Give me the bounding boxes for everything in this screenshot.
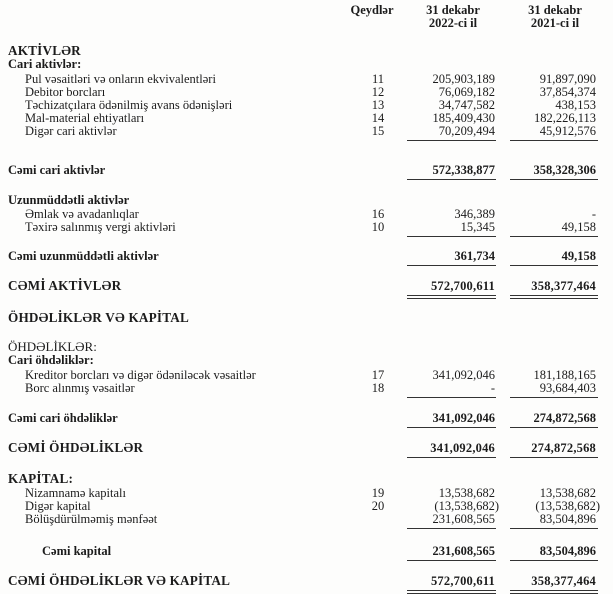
row-value-2021: 45,912,576 <box>539 124 596 138</box>
row-note: 11 <box>371 72 385 86</box>
subsection-heading-current-assets <box>0 57 613 71</box>
row-value-2022: 70,209,494 <box>438 124 495 138</box>
section-title: KAPİTAL: <box>8 471 74 486</box>
grand-total-value-2021: 358,377,464 <box>531 279 596 293</box>
row-value-2022: 15,345 <box>460 220 495 234</box>
column-header-2022-line1: 31 dekabr <box>426 3 480 17</box>
row-value-2021: 83,504,896 <box>539 512 596 526</box>
row-value-2022: 346,389 <box>454 207 495 221</box>
total-value-2022: 361,734 <box>454 249 495 263</box>
total-rule <box>510 179 598 180</box>
subtotal-rule <box>510 528 598 529</box>
row-value-2021: 37,854,374 <box>539 85 596 99</box>
total-row-equity <box>0 544 613 558</box>
row-value-2022: 205,903,189 <box>432 72 495 86</box>
row-note: 17 <box>371 368 385 382</box>
subtotal-rule <box>407 236 496 237</box>
total-rule <box>407 560 496 561</box>
grand-total-row-assets <box>0 279 613 293</box>
column-header-2021-line2: 2021-ci il <box>530 16 580 30</box>
row-value-2022: 34,747,582 <box>438 98 495 112</box>
subsection-title: Uzunmüddətli aktivlər <box>8 193 130 207</box>
subtotal-rule <box>407 528 496 529</box>
column-header-2021 <box>510 4 600 30</box>
total-rule <box>407 427 496 428</box>
total-value-2022: 341,092,046 <box>430 441 495 455</box>
section-heading-liabilities-equity <box>0 311 613 325</box>
subsection-title: Cari aktivlər: <box>8 57 82 71</box>
total-value-2022: 572,338,877 <box>432 163 495 177</box>
row-label: Debitor borcları <box>25 85 106 99</box>
table-row <box>0 512 613 526</box>
total-value-2022: 231,608,565 <box>432 544 495 558</box>
grand-total-value-2022: 572,700,611 <box>430 279 495 293</box>
row-label: Digər cari aktivlər <box>25 124 117 138</box>
grand-total-value-2022: 572,700,611 <box>430 574 495 588</box>
row-note: 15 <box>371 124 385 138</box>
row-value-2021: 181,188,165 <box>533 368 596 382</box>
row-label: Pul vəsaitləri və onların ekvivalentləri <box>25 72 216 86</box>
row-value-2022: 341,092,046 <box>432 368 495 382</box>
total-label: Cəmi cari öhdəliklər <box>8 411 118 425</box>
subsection-title: Cari öhdəliklər: <box>8 353 94 367</box>
row-label: Borc alınmış vəsaitlər <box>25 381 135 395</box>
row-value-2022: 76,069,182 <box>438 85 495 99</box>
column-header-notes <box>342 4 402 17</box>
grand-total-label: CƏMİ AKTİVLƏR <box>8 278 122 293</box>
row-value-2021: 91,897,090 <box>539 72 596 86</box>
total-row-noncurrent-assets <box>0 249 613 263</box>
total-rule <box>510 265 598 266</box>
row-label: Nizamnamə kapitalı <box>25 486 127 500</box>
total-rule <box>510 457 598 458</box>
column-header-2021-line1: 31 dekabr <box>528 3 582 17</box>
total-rule <box>510 560 598 561</box>
table-row <box>0 381 613 395</box>
row-label: Digər kapital <box>25 499 91 513</box>
section-title: AKTİVLƏR <box>8 43 81 58</box>
total-rule <box>407 265 496 266</box>
table-row <box>0 111 613 125</box>
table-row <box>0 499 613 513</box>
row-value-2021: 438,153 <box>555 98 596 112</box>
row-label: Əmlak və avadanlıqlar <box>25 207 139 221</box>
section-title: ÖHDƏLİKLƏR VƏ KAPİTAL <box>8 310 189 325</box>
double-rule <box>407 590 496 594</box>
section-heading-equity <box>0 472 613 486</box>
grand-total-label: CƏMİ ÖHDƏLİKLƏR VƏ KAPİTAL <box>8 573 231 588</box>
table-row <box>0 85 613 99</box>
total-row-liabilities <box>0 441 613 455</box>
total-value-2021: 49,158 <box>561 249 596 263</box>
total-rule <box>510 427 598 428</box>
column-header-2022 <box>408 4 498 30</box>
subtotal-rule <box>407 397 496 398</box>
total-rule <box>407 457 496 458</box>
row-value-2022: 185,409,430 <box>432 111 495 125</box>
row-value-2022: 13,538,682 <box>438 486 495 500</box>
double-rule <box>407 295 496 299</box>
row-value-2022: - <box>490 381 495 395</box>
row-note: 18 <box>371 381 385 395</box>
total-label: Cəmi cari aktivlər <box>8 163 106 177</box>
subsection-heading-noncurrent-assets <box>0 193 613 207</box>
row-note: 16 <box>371 207 385 221</box>
total-row-current-assets <box>0 163 613 177</box>
grand-total-row-liabilities-equity <box>0 574 613 588</box>
row-note: 12 <box>371 85 385 99</box>
subtotal-rule <box>510 397 598 398</box>
row-value-2021: 93,684,403 <box>539 381 596 395</box>
subsection-heading-current-liabilities <box>0 353 613 367</box>
row-value-2021: 49,158 <box>561 220 596 234</box>
subtotal-rule <box>407 140 496 141</box>
subtotal-rule <box>510 140 598 141</box>
row-value-2022: 231,608,565 <box>432 512 495 526</box>
table-row <box>0 124 613 138</box>
section-heading-assets <box>0 44 613 58</box>
row-note: 14 <box>371 111 385 125</box>
total-label: Cəmi kapital <box>42 544 112 558</box>
grand-total-value-2021: 358,377,464 <box>531 574 596 588</box>
total-value-2021: 274,872,568 <box>531 441 596 455</box>
row-value-2021: 13,538,682 <box>539 486 596 500</box>
double-rule <box>510 295 598 299</box>
table-row <box>0 486 613 500</box>
table-row <box>0 207 613 221</box>
row-value-2021: - <box>591 207 596 221</box>
table-row <box>0 220 613 234</box>
total-row-current-liabilities <box>0 411 613 425</box>
column-header-notes-label: Qeydlər <box>350 3 394 17</box>
total-label: CƏMİ ÖHDƏLİKLƏR <box>8 440 144 455</box>
total-value-2021: 83,504,896 <box>539 544 596 558</box>
table-row <box>0 368 613 382</box>
row-note: 10 <box>371 220 385 234</box>
row-label: Bölüşdürülməmiş mənfəət <box>25 512 158 526</box>
row-note: 19 <box>371 486 385 500</box>
row-value-2021: 182,226,113 <box>533 111 596 125</box>
row-label: Təchizatçılara ödənilmiş avans ödənişləri <box>25 98 233 112</box>
total-rule <box>407 179 496 180</box>
section-heading-liabilities <box>0 340 613 354</box>
double-rule <box>510 590 598 594</box>
table-row <box>0 72 613 86</box>
total-value-2022: 341,092,046 <box>432 411 495 425</box>
table-row <box>0 98 613 112</box>
row-value-2022: (13,538,682) <box>434 499 499 513</box>
row-label: Təxirə salınmış vergi aktivləri <box>25 220 176 234</box>
row-value-2021: (13,538,682) <box>535 499 600 513</box>
total-label: Cəmi uzunmüddətli aktivlər <box>8 249 159 263</box>
total-value-2021: 274,872,568 <box>533 411 596 425</box>
row-note: 13 <box>371 98 385 112</box>
row-note: 20 <box>371 499 385 513</box>
section-title: ÖHDƏLİKLƏR: <box>8 339 97 354</box>
row-label: Kreditor borcları və digər ödəniləcək vəsaitlər <box>25 368 256 382</box>
total-value-2021: 358,328,306 <box>533 163 596 177</box>
column-header-2022-line2: 2022-ci il <box>428 16 478 30</box>
subtotal-rule <box>510 236 598 237</box>
row-label: Mal-material ehtiyatları <box>25 111 145 125</box>
